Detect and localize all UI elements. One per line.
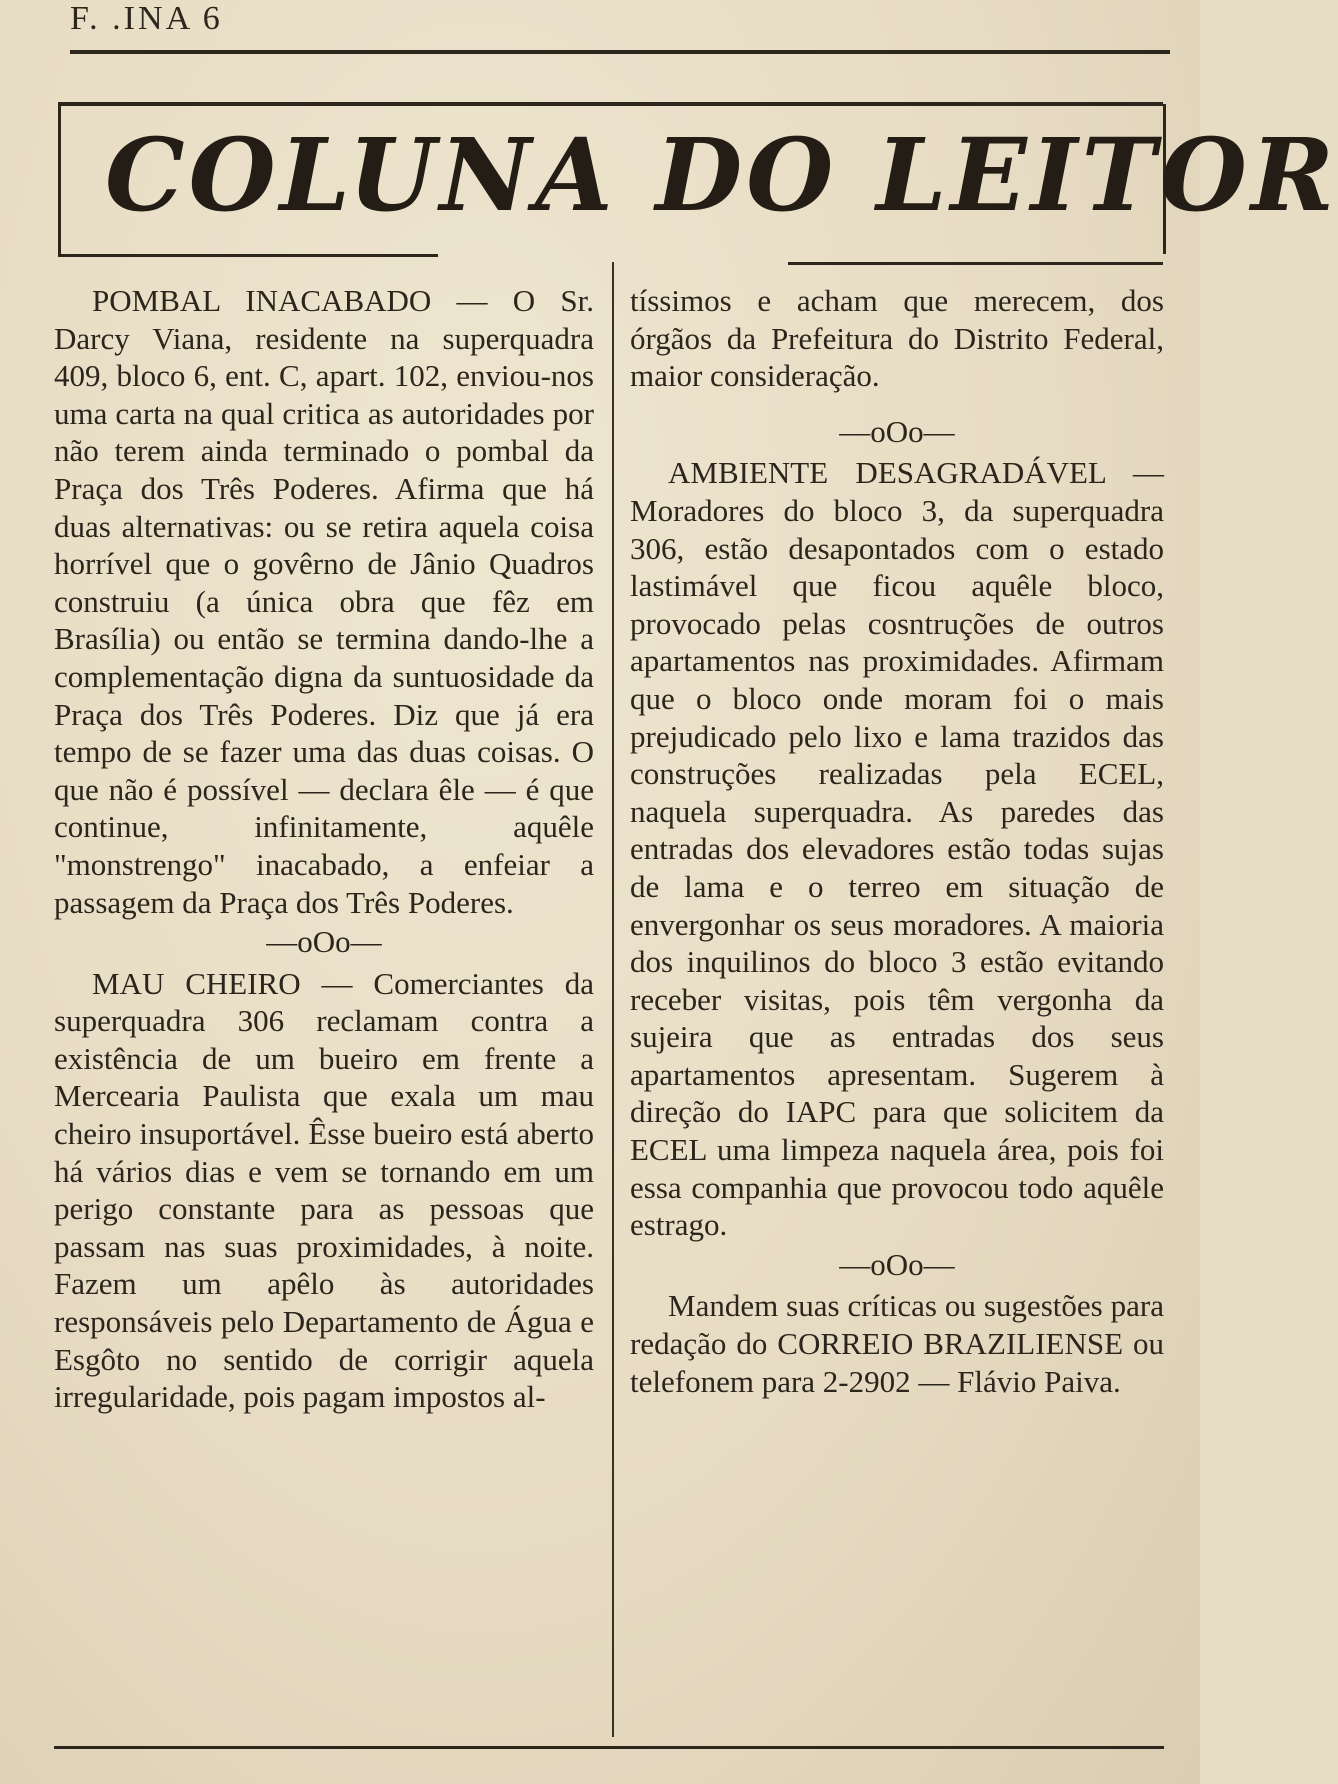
top-rule <box>70 50 1170 54</box>
article-mau-cheiro <box>54 965 594 1416</box>
header-bottom-rule-right <box>788 262 1163 265</box>
text-ambiente: — Moradores do bloco 3, da superquadra 306, estão desapontados com o estado lastimável que ficou aquêle bloco, provocado pelas cosntruções de outros apartamentos nas proximidades. Afirmam que o bloco onde moram foi o mais prejudicado pelo lixo e lama trazidos das construções realizadas pela ECEL, naquela superquadra. As paredes das entradas dos elevadores estão todas sujas de lama e o terreo em situação de envergonhar os seus moradores. A maioria dos inquilinos do bloco 3 estão evitando receber visitas, pois têm vergonha da sujeira que as entradas dos seus apartamentos apresentam. Sugerem à direção do IAPC para que solicitem da ECEL uma limpeza naquela área, pois foi essa companhia que provocou todo aquêle estrago. <box>630 455 1164 1243</box>
continuation-text: tíssimos e acham que merecem, dos órgãos da Prefeitura do Distrito Federal, maior consideração. <box>630 283 1164 394</box>
headline-pombal: POMBAL INACABADO <box>92 283 432 318</box>
text-mau-cheiro: — Comerciantes da superquadra 306 reclamam contra a existência de um bueiro em frente a Mercearia Paulista que exala um mau cheiro insuportável. Êsse bueiro está aberto há vários dias e vem se tornando em um perigo constante para as pessoas que passam nas suas proximidades, à noite. Fazem um apêlo às autoridades responsáveis pelo Departamento de Água e Esgôto no sentido de corrigir aquela irregularidade, pois pagam impostos al- <box>54 965 594 1415</box>
bottom-rule <box>54 1746 1164 1749</box>
article-ambiente <box>630 454 1164 1243</box>
right-column <box>630 282 1164 1400</box>
page-number-label: F. .INA 6 <box>70 0 223 37</box>
text-pombal: — O Sr. Darcy Viana, residente na superquadra 409, bloco 6, ent. C, apart. 102, enviou-nos uma carta na qual critica as autoridades por não terem ainda terminado o pombal da Praça dos Três Poderes. Afirma que há duas alternativas: ou se retira aquela coisa horrível que o govêrno de Jânio Quadros construiu (a única obra que fêz em Brasília) ou então se termina dando-lhe a complementação digna da suntuosidade da Praça dos Três Poderes. Diz que já era tempo de se fazer uma das duas coisas. O que não é possível — declara êle — é que continue, infinitamente, aquêle "monstrengo" inacabado, a enfeiar a passagem da Praça dos Três Poderes. <box>54 283 594 920</box>
headline-ambiente: AMBIENTE DESAGRADÁVEL <box>668 455 1106 491</box>
column-divider <box>612 262 614 1737</box>
column-title: COLUNA DO LEITOR <box>105 116 1338 234</box>
separator: —oOo— <box>266 924 382 960</box>
separator: —oOo— <box>839 413 955 449</box>
left-column <box>54 282 594 1416</box>
closing-note: Mandem suas críticas ou sugestões para redação do CORREIO BRAZILIENSE ou telefonem para 2-2902 — Flávio Paiva. <box>630 1288 1164 1399</box>
headline-mau-cheiro: MAU CHEIRO <box>92 965 301 1001</box>
separator: —oOo— <box>839 1246 955 1282</box>
header-bottom-rule-left <box>58 254 438 257</box>
article-pombal <box>54 282 594 921</box>
